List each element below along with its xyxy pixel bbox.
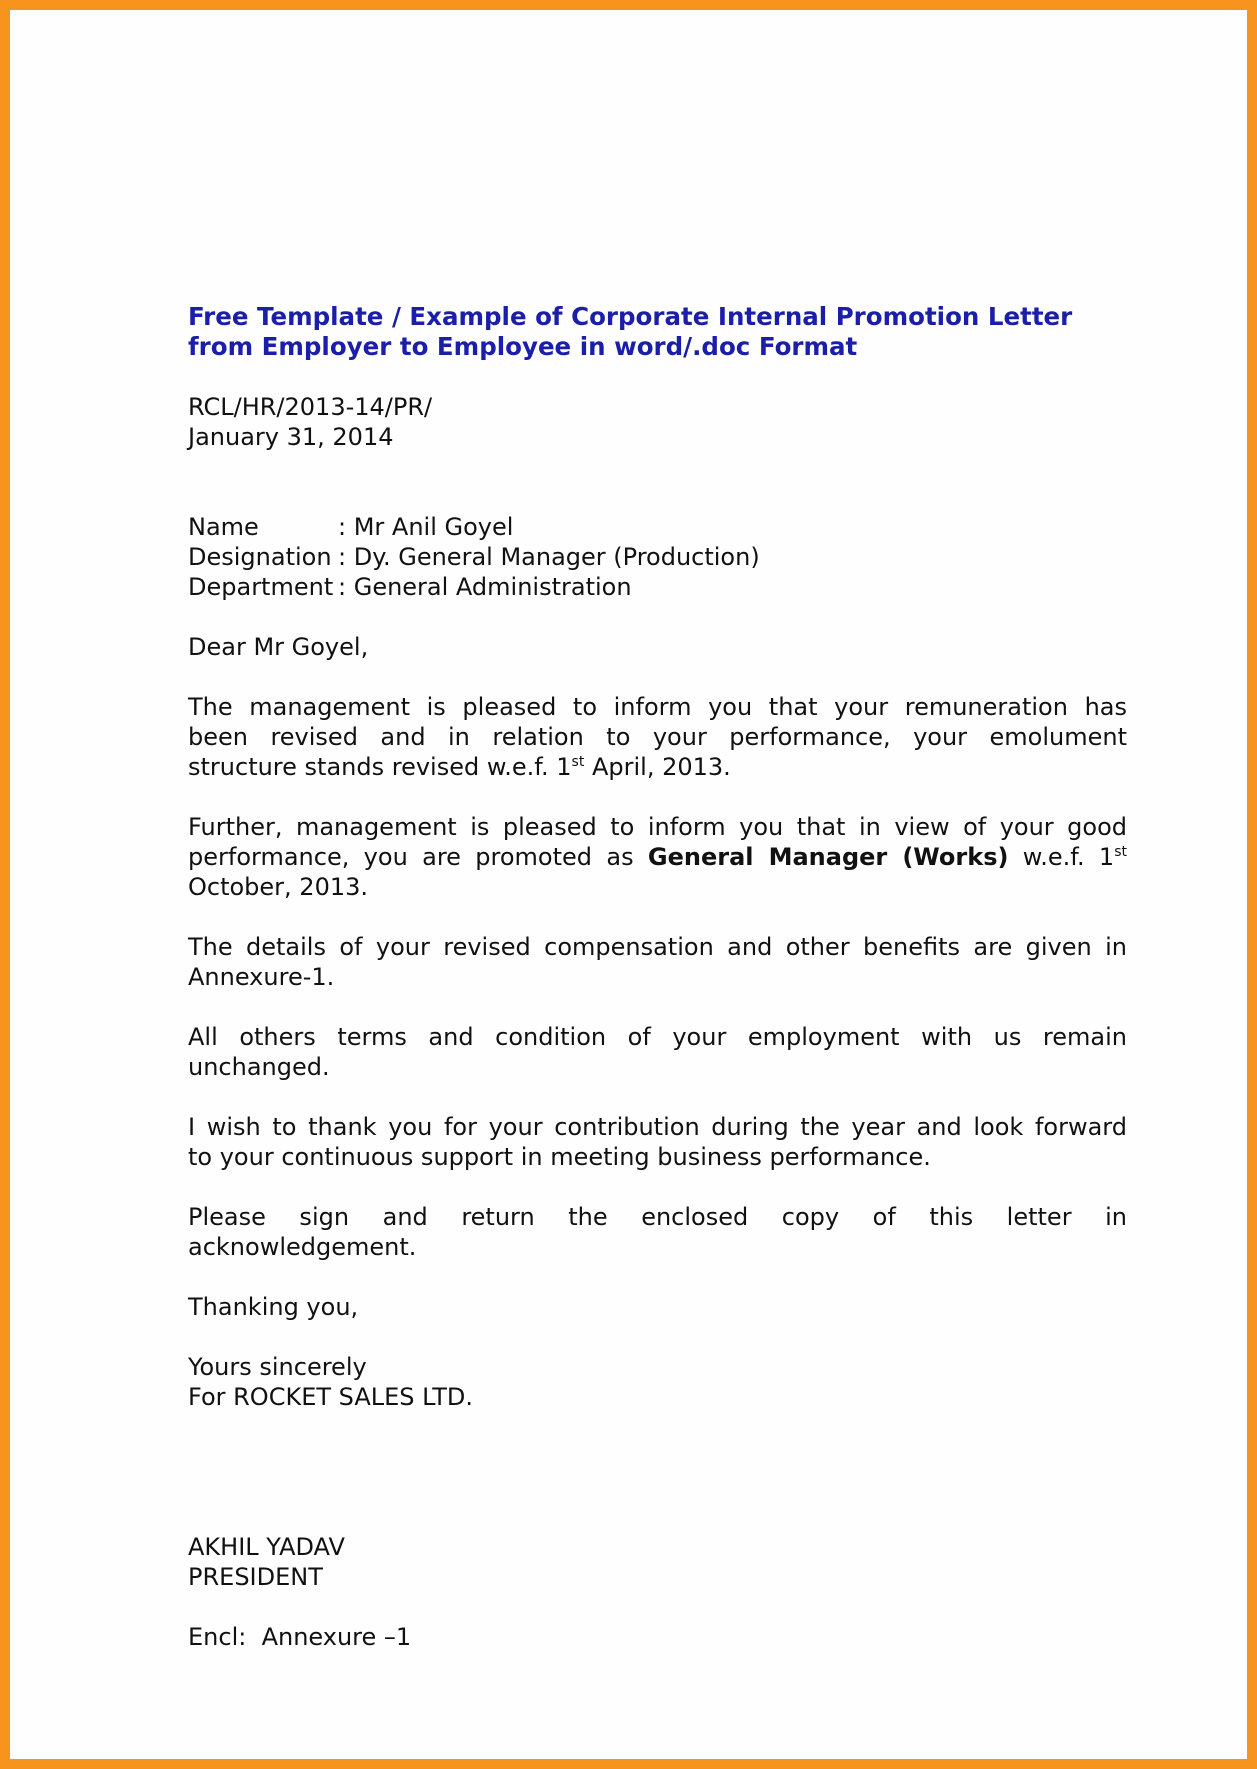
paragraph-line: All others terms and condition of your employment with us remain xyxy=(188,1023,1127,1051)
recipient-department-row xyxy=(188,572,1127,602)
paragraph-line: been revised and in relation to your performance, your emolument xyxy=(188,723,1127,751)
paragraph-line: structure stands revised w.e.f. 1st April, 2013. xyxy=(188,753,731,781)
recipient-name-row xyxy=(188,512,1127,542)
company-line: For ROCKET SALES LTD. xyxy=(188,1383,473,1411)
recipient-block xyxy=(188,512,1127,602)
paragraph-remuneration xyxy=(188,692,1127,782)
paragraph-promotion xyxy=(188,812,1127,902)
signatory-title: PRESIDENT xyxy=(188,1563,323,1591)
paragraph-line: Annexure-1. xyxy=(188,963,335,991)
department-label: Department xyxy=(188,573,334,601)
name-value: : Mr Anil Goyel xyxy=(338,513,514,541)
designation-label: Designation xyxy=(188,543,332,571)
paragraph-line: acknowledgement. xyxy=(188,1233,417,1261)
paragraph-acknowledgement xyxy=(188,1202,1127,1262)
paragraph-line: I wish to thank you for your contribution during the year and look forward xyxy=(188,1113,1127,1141)
reference-number: RCL/HR/2013-14/PR/ xyxy=(188,393,433,421)
paragraph-line: The management is pleased to inform you that your remuneration has xyxy=(188,693,1127,721)
new-designation: General Manager (Works) xyxy=(647,843,1009,871)
paragraph-line: Please sign and return the enclosed copy of this letter in xyxy=(188,1203,1127,1231)
signoff-block xyxy=(188,1352,1127,1412)
paragraph-line: October, 2013. xyxy=(188,873,369,901)
superscript: st xyxy=(571,754,585,770)
paragraph-line: unchanged. xyxy=(188,1053,330,1081)
superscript: st xyxy=(1114,844,1127,860)
signatory-block xyxy=(188,1532,1127,1592)
paragraph-terms xyxy=(188,1022,1127,1082)
name-label: Name xyxy=(188,513,259,541)
document-title xyxy=(188,302,1127,362)
signatory-name: AKHIL YADAV xyxy=(188,1533,345,1561)
reference-block xyxy=(188,392,1127,452)
paragraph-line: to your continuous support in meeting business performance. xyxy=(188,1143,931,1171)
recipient-designation-row xyxy=(188,542,1127,572)
signoff-line: Yours sincerely xyxy=(188,1353,367,1381)
paragraph-line: performance, you are promoted as General Manager (Works) w.e.f. 1st xyxy=(188,843,1127,871)
title-line-2: from Employer to Employee in word/.doc Format xyxy=(188,332,858,361)
title-line-1: Free Template / Example of Corporate Internal Promotion Letter xyxy=(188,302,1073,331)
salutation: Dear Mr Goyel, xyxy=(188,633,369,661)
paragraph-thanks xyxy=(188,1112,1127,1172)
paragraph-compensation xyxy=(188,932,1127,992)
letter-content xyxy=(188,302,1127,1652)
paragraph-line: Further, management is pleased to inform you that in view of your good xyxy=(188,813,1127,841)
letter-date: January 31, 2014 xyxy=(188,423,394,451)
department-value: : General Administration xyxy=(338,573,632,601)
paragraph-line: The details of your revised compensation and other benefits are given in xyxy=(188,933,1127,961)
closing: Thanking you, xyxy=(188,1293,359,1321)
designation-value: : Dy. General Manager (Production) xyxy=(338,543,760,571)
enclosure: Encl: Annexure –1 xyxy=(188,1623,412,1651)
